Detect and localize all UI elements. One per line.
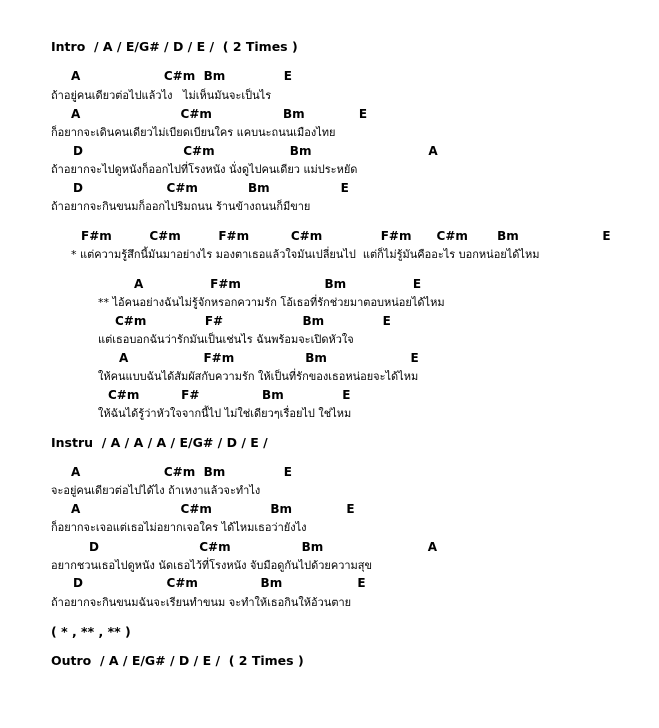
chord-line: C#m F# Bm E [115,314,391,328]
lyric-line: ถ้าอยากจะกินขนมฉันจะเรียนทำขนม จะทำให้เธอกินให้อ้วนตาย [51,596,352,609]
chord-line: A C#m Bm E [71,69,292,83]
chord-line: D C#m Bm E [73,576,366,590]
lyric-line: ก็อยากจะเดินคนเดียวไม่เบียดเบียนใคร แคบนะถนนเมืองไทย [51,126,336,139]
chord-line: D C#m Bm E [73,181,349,195]
repeat-marker: ( * , ** , ** ) [51,624,131,639]
lyric-line: ถ้าอยากจะกินขนมก็ออกไปริมถนน ร้านข้างถนนก็มีขาย [51,200,311,213]
lyric-line: ก็อยากจะเจอแต่เธอไม่อยากเจอใคร ได้ไหมเธอว่ายังไง [51,521,307,534]
lyric-line: แต่เธอบอกฉันว่ารักมันเป็นเช่นไร ฉันพร้อมจะเปิดหัวใจ [98,333,354,346]
chord-line: A C#m Bm E [71,465,292,479]
lyric-line: ให้ฉันได้รู้ว่าหัวใจจากนี้ไป ไม่ใช่เดียวๆเรื่อยไป ใช่ไหม [98,407,352,420]
intro-line: Intro / A / E/G# / D / E / ( 2 Times ) [51,39,298,54]
lyric-line: ถ้าอยากจะไปดูหนังก็ออกไปที่โรงหนัง นั่งดูไปคนเดียว แม่ประหยัด [51,163,358,176]
chord-line: A F#m Bm E [119,351,419,365]
chord-line: D C#m Bm A [89,540,437,554]
outro-line: Outro / A / E/G# / D / E / ( 2 Times ) [51,653,304,668]
chord-line: A C#m Bm E [71,107,368,121]
lyric-line: ถ้าอยู่คนเดียวต่อไปแล้วไง ไม่เห็นมันจะเป็นไร [51,89,272,102]
chord-line: A F#m Bm E [134,277,422,291]
lyric-line: จะอยู่คนเดียวต่อไปได้ไง ถ้าเหงาแล้วจะทำไง [51,484,261,497]
lyric-line: * แต่ความรู้สึกนี้มันมาอย่างไร มองตาเธอแล้วใจมันเปลี่ยนไป แต่ก็ไม่รู้มันคืออะไร บอกหน่อยได้ไหม [71,248,540,261]
chord-line: A C#m Bm E [71,502,355,516]
chord-line: D C#m Bm A [73,144,438,158]
lyric-line: อยากชวนเธอไปดูหนัง นัดเธอไว้ที่โรงหนัง จับมือดูกันไปด้วยความสุข [51,559,373,572]
lyric-line: ให้คนแบบฉันได้สัมผัสกับความรัก ให้เป็นที่รักของเธอหน่อยจะได้ไหม [98,370,419,383]
chord-line: F#m C#m F#m C#m F#m C#m Bm E [81,229,611,243]
lyric-line: ** ไอ้คนอย่างฉันไม่รู้จักหรอกความรัก โอ้เธอที่รักช่วยมาตอบหน่อยได้ไหม [98,296,445,309]
chord-line: C#m F# Bm E [108,388,351,402]
instru-line: Instru / A / A / A / E/G# / D / E / [51,435,268,450]
